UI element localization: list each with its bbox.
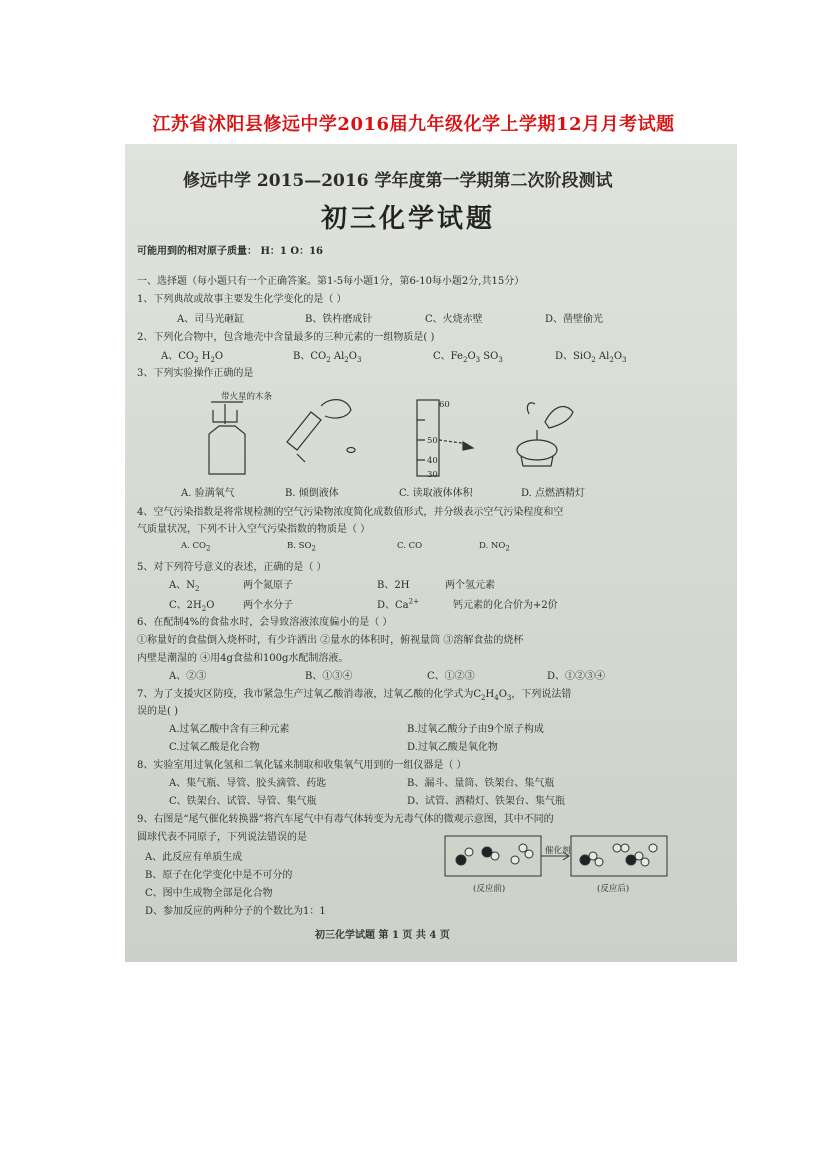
q2-option-d: D、SiO$_2$ $Al_2O_3$: [555, 351, 627, 364]
q5-option-c: C、$2H_2O$: [169, 600, 215, 613]
q5-option-a-text: 两个氮原子: [243, 580, 293, 591]
q3-cylinder-mark-40: 40: [427, 456, 438, 466]
q6-stem: 6、在配制4%的食盐水时，会导致溶液浓度偏小的是（ ）: [137, 617, 393, 628]
q7-option-d: D.过氧乙酸是氧化物: [407, 742, 498, 753]
q9-option-a: A、此反应有单质生成: [145, 852, 243, 863]
q4-option-a: A. $CO_2$: [181, 541, 211, 553]
q5-option-a: A、$N_2$: [169, 580, 200, 593]
q3-cylinder-mark-60: 60: [439, 400, 450, 410]
q3-option-d: D. 点燃酒精灯: [521, 488, 586, 499]
page-footer: 初三化学试题 第 1 页 共 4 页: [315, 930, 450, 941]
q2-option-c: C、$Fe_2O_3$ $SO_3$: [433, 351, 503, 364]
q5-option-d-text: 钙元素的化合价为+2价: [453, 600, 558, 611]
q4-stem-line2: 气质量状况，下列不计入空气污染指数的物质是（ ）: [137, 524, 371, 535]
q9-catalyst-label: 催化剂: [545, 846, 571, 856]
q9-before-label: (反应前): [473, 884, 506, 894]
q2-option-b: B、$CO_2$ $Al_2O_3$: [293, 351, 362, 364]
q4-option-c: C. CO: [397, 541, 423, 551]
q1-option-b: B、铁杵磨成针: [305, 314, 373, 325]
q5-option-d: D、$Ca^{2+}$: [377, 597, 419, 611]
q4-stem-line1: 4、空气污染指数是将常规检测的空气污染物浓度简化成数值形式，并分级表示空气污染程度和空: [137, 507, 564, 518]
q8-stem: 8、实验室用过氧化氢和二氧化锰来制取和收集氧气用到的一组仪器是（ ）: [137, 760, 467, 771]
q9-stem-line1: 9、右图是“尾气催化转换器”将汽车尾气中有毒气体转变为无毒气体的微观示意图，其中不同的: [137, 814, 554, 825]
exam-photo: [125, 144, 737, 962]
q3-stem: 3、下列实验操作正确的是: [137, 368, 254, 379]
q5-option-c-text: 两个水分子: [243, 600, 293, 611]
q5-option-b: B、2H: [377, 580, 410, 591]
q7-option-c: C.过氧乙酸是化合物: [169, 742, 260, 753]
q1-option-c: C、火烧赤壁: [425, 314, 483, 325]
q6-line2: 内壁是潮湿的 ④用4g食盐和100g水配制溶液。: [137, 653, 349, 664]
exam-header: 修远中学 2015—2016 学年度第一学期第二次阶段测试: [183, 171, 613, 191]
q6-option-d: D、①②③④: [547, 671, 606, 682]
q9-stem-line2: 圆球代表不同原子，下列说法错误的是: [137, 832, 307, 843]
q1-option-a: A、司马光砸缸: [177, 314, 245, 325]
q5-option-b-text: 两个氢元素: [445, 580, 495, 591]
q4-option-b: B. $SO_2$: [287, 541, 316, 553]
q3-option-c: C. 读取液体体积: [399, 488, 473, 499]
q6-option-b: B、①③④: [305, 671, 353, 682]
q3-option-b: B. 倾倒液体: [285, 488, 339, 499]
atomic-mass-line: 可能用到的相对原子质量： H：1 O：16: [137, 246, 323, 257]
q8-option-d: D、试管、酒精灯、铁架台、集气瓶: [407, 796, 566, 807]
q1-stem: 1、下列典故或故事主要发生化学变化的是（ ）: [137, 294, 347, 305]
q3-cylinder-mark-30: 30: [427, 470, 438, 480]
q3-wood-strip-label: 带火星的木条: [221, 392, 273, 402]
q6-option-c: C、①②③: [427, 671, 475, 682]
q7-option-a: A.过氧乙酸中含有三种元素: [169, 724, 290, 735]
q3-option-a: A. 验满氧气: [181, 488, 235, 499]
q6-option-a: A、②③: [169, 671, 207, 682]
q9-option-d: D、参加反应的两种分子的个数比为1：1: [145, 906, 326, 917]
q9-after-label: (反应后): [597, 884, 630, 894]
q3-cylinder-mark-50: 50: [427, 436, 438, 446]
q4-option-d: D. $NO_2$: [479, 541, 510, 553]
q7-stem-line2: 误的是( ): [137, 706, 178, 717]
q7-stem-line1: 7、为了支援灾区防疫，我市紧急生产过氧乙酸消毒液，过氧乙酸的化学式为$C_2H_4O_3$，下列说法错: [137, 689, 572, 702]
document-title: 江苏省沭阳县修远中学2016届九年级化学上学期12月月考试题: [152, 114, 675, 135]
q2-option-a: A、$CO_2$ $H_2O$: [161, 351, 224, 364]
q8-option-c: C、铁架台、试管、导管、集气瓶: [169, 796, 317, 807]
q8-option-b: B、漏斗、量筒、铁架台、集气瓶: [407, 778, 555, 789]
q2-stem: 2、下列化合物中，包含地壳中含量最多的三种元素的一组物质是( ): [137, 332, 435, 343]
q9-option-b: B、原子在化学变化中是不可分的: [145, 870, 293, 881]
q7-option-b: B.过氧乙酸分子由9个原子构成: [407, 724, 544, 735]
exam-title: 初三化学试题: [321, 204, 496, 234]
q9-option-c: C、图中生成物全部是化合物: [145, 888, 273, 899]
q6-line1: ①称量好的食盐倒入烧杯时，有少许洒出 ②量水的体积时，俯视量筒 ③溶解食盐的烧杯: [137, 635, 524, 646]
q1-option-d: D、凿壁偷光: [545, 314, 604, 325]
q5-stem: 5、对下列符号意义的表述，正确的是（ ）: [137, 562, 327, 573]
q8-option-a: A、集气瓶、导管、胶头滴管、药匙: [169, 778, 327, 789]
q9-reaction-diagram: [125, 144, 737, 962]
section-1-heading: 一、选择题（每小题只有一个正确答案。第1-5每小题1分，第6-10每小题2分,共15分）: [137, 276, 525, 287]
